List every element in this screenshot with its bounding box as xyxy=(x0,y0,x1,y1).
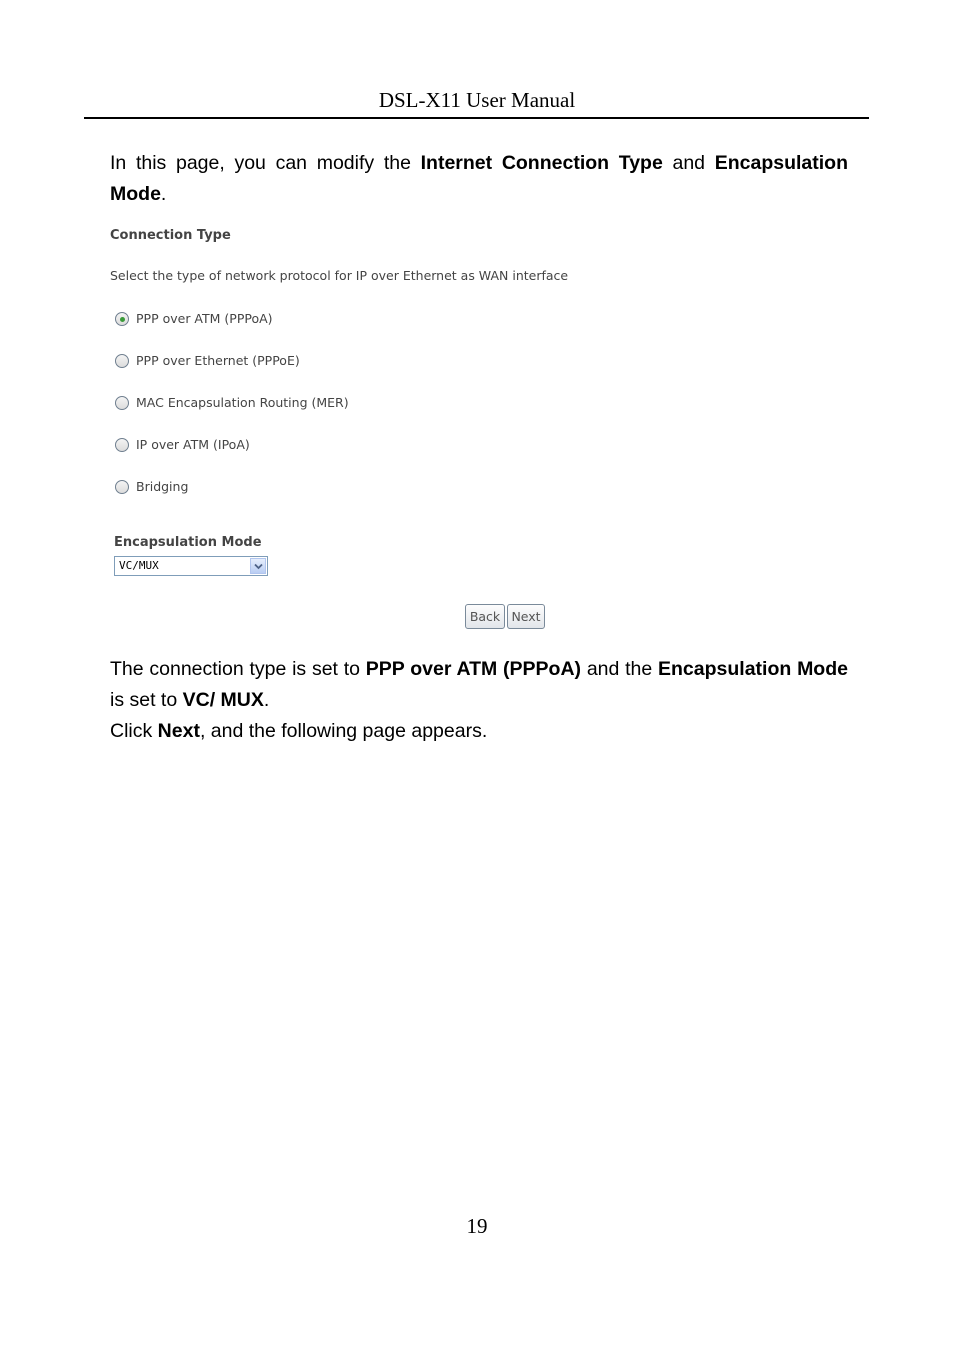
radio-option-label: PPP over ATM (PPPoA) xyxy=(136,311,273,326)
summary-paragraph: The connection type is set to PPP over ATM (PPPoA) and the Encapsulation Mode is set to VC/ MUX. Click Next, and the following page appears. xyxy=(110,658,848,742)
encapsulation-mode-select[interactable] xyxy=(114,556,268,576)
back-button[interactable]: Back xyxy=(465,604,505,629)
intro-paragraph: In this page, you can modify the Internet Connection Type and Encapsulation Mode. xyxy=(110,152,848,205)
radio-unchecked-icon[interactable] xyxy=(115,480,129,494)
radio-unchecked-icon[interactable] xyxy=(115,396,129,410)
radio-unchecked-icon[interactable] xyxy=(115,438,129,452)
radio-option-label: IP over ATM (IPoA) xyxy=(136,437,250,452)
page-number: 19 xyxy=(466,1214,488,1238)
page-header-title: DSL-X11 User Manual xyxy=(378,88,576,112)
connection-type-description: Select the type of network protocol for IP over Ethernet as WAN interface xyxy=(110,268,569,283)
next-button[interactable]: Next xyxy=(507,604,545,629)
radio-checked-icon[interactable] xyxy=(115,312,129,326)
radio-option-label: PPP over Ethernet (PPPoE) xyxy=(136,353,300,368)
radio-option-label: Bridging xyxy=(136,479,189,494)
connection-type-heading: Connection Type xyxy=(110,228,231,243)
header-rule xyxy=(84,117,869,119)
encapsulation-mode-value: VC/MUX xyxy=(119,559,159,572)
radio-unchecked-icon[interactable] xyxy=(115,354,129,368)
radio-option-label: MAC Encapsulation Routing (MER) xyxy=(136,395,349,410)
encapsulation-mode-heading: Encapsulation Mode xyxy=(114,535,262,550)
chevron-down-icon[interactable] xyxy=(250,558,266,574)
